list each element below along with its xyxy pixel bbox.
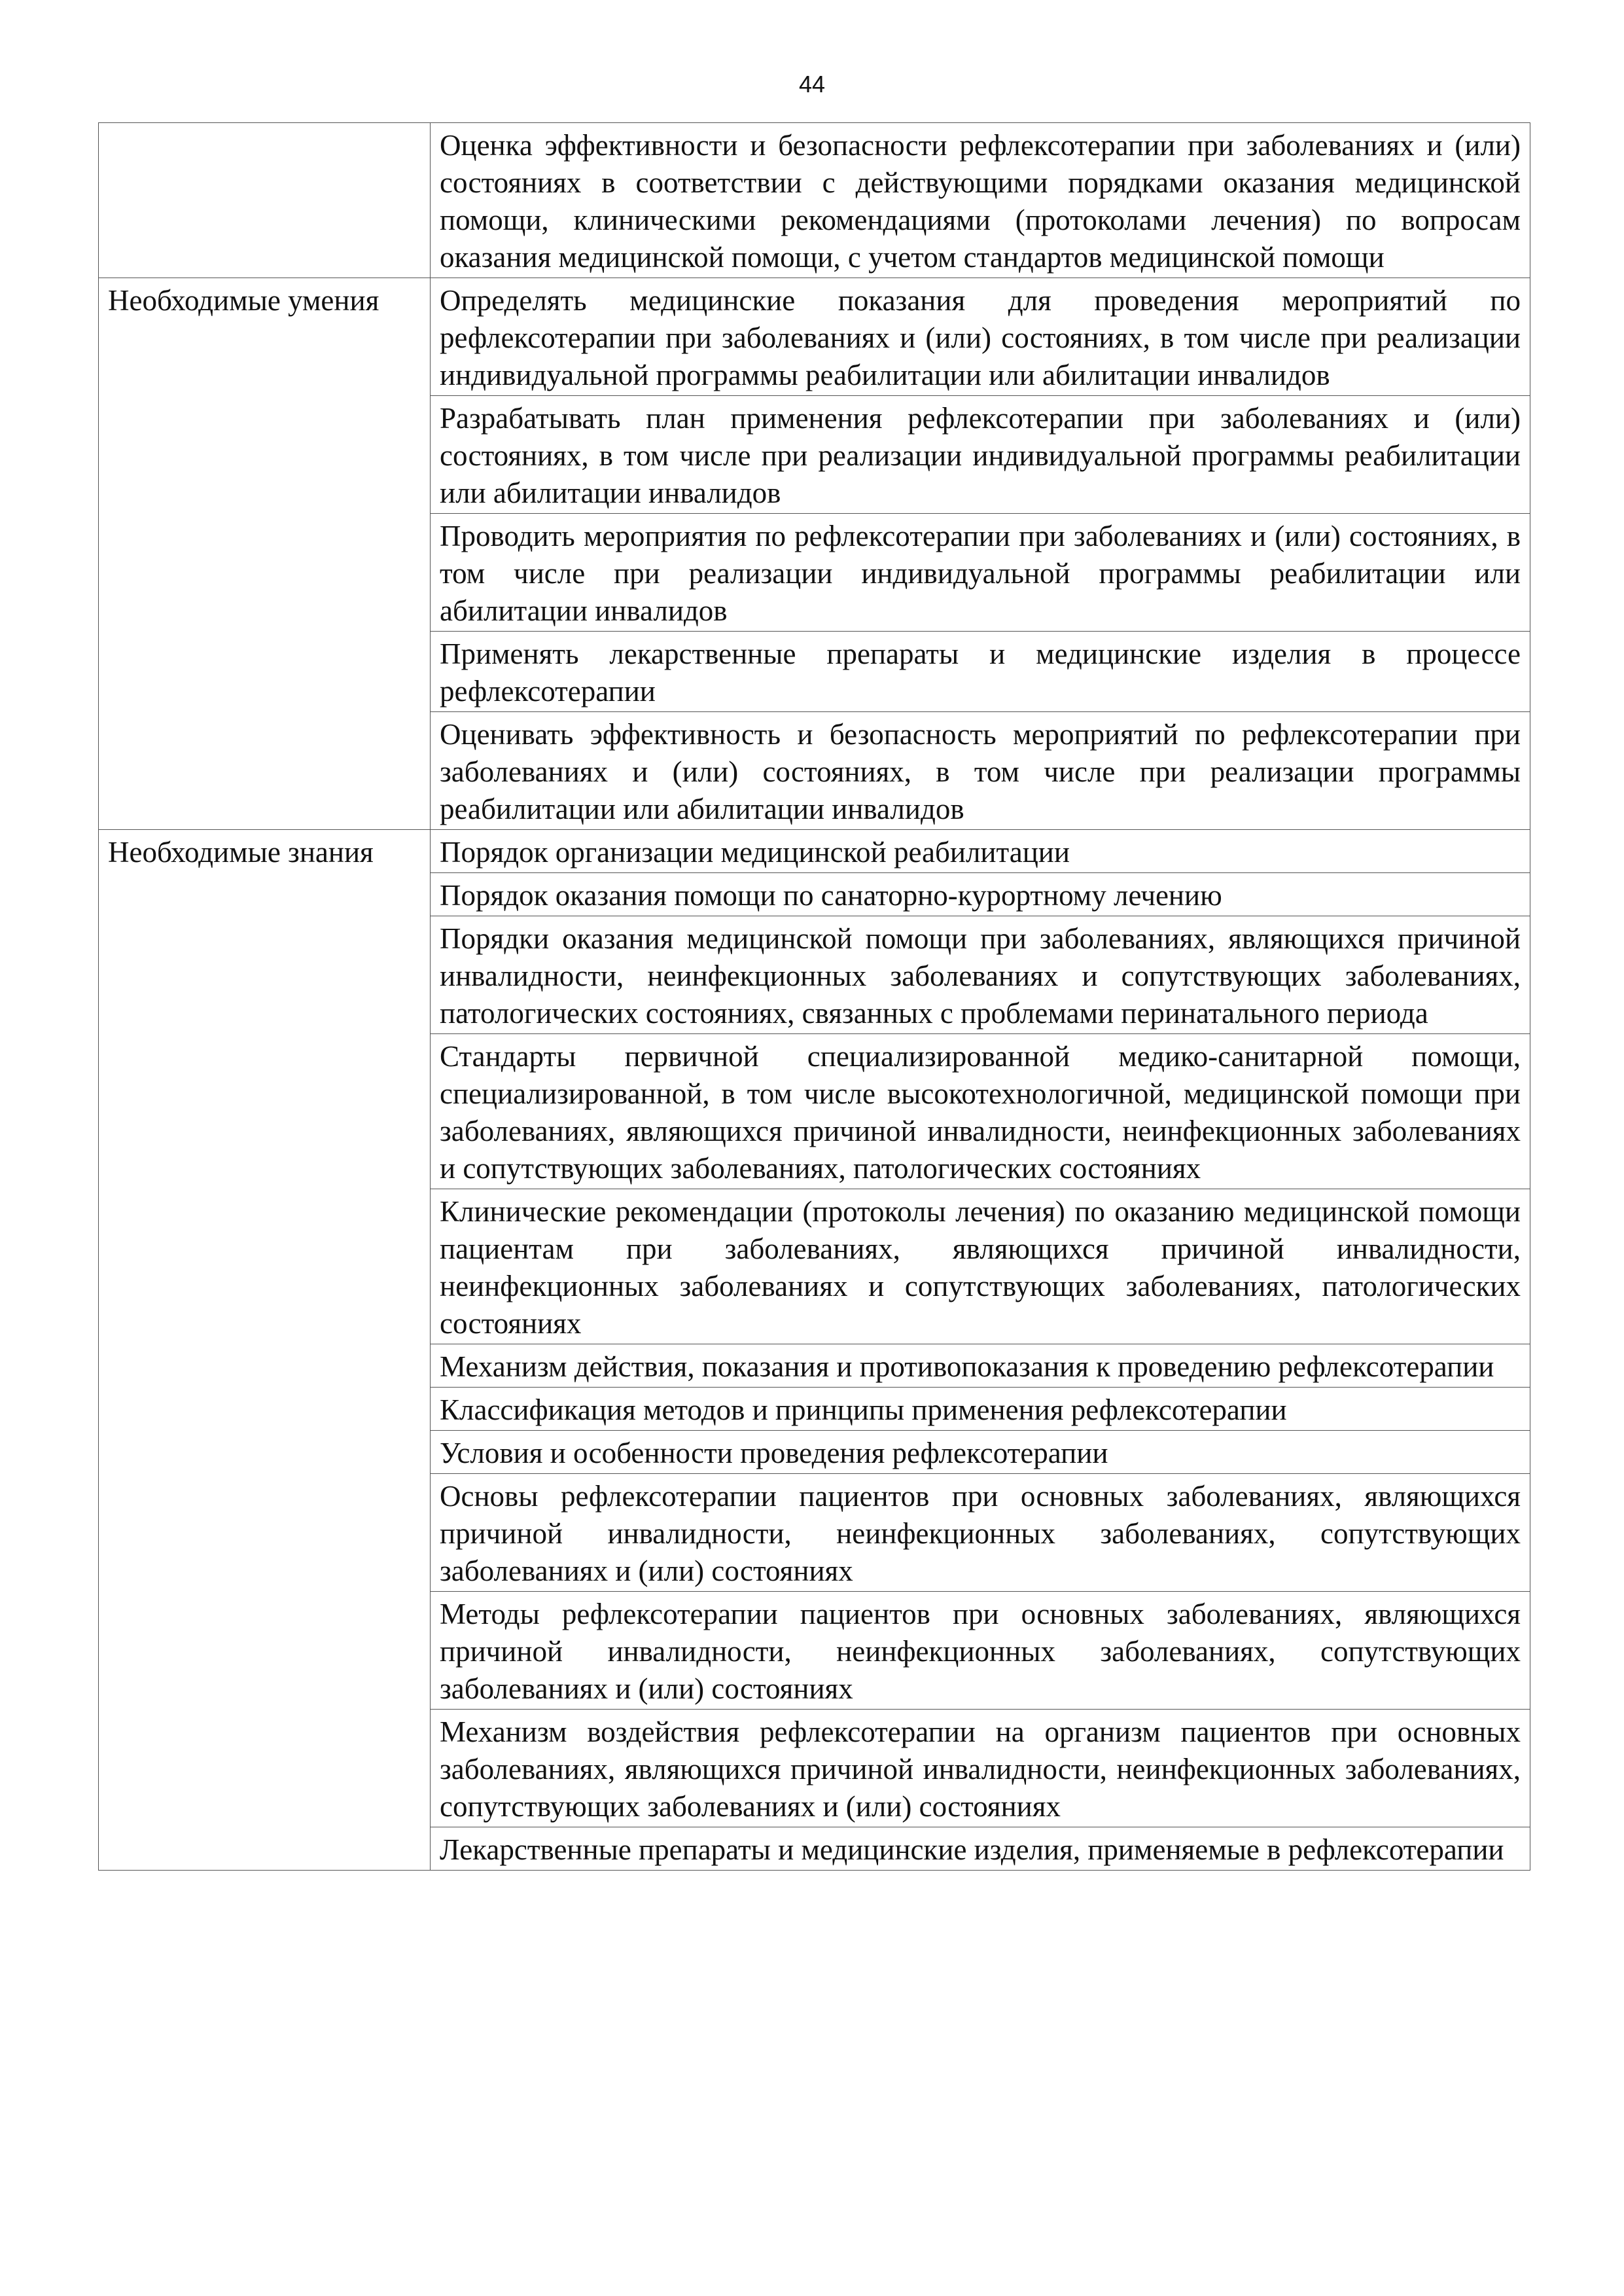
table-cell: Разрабатывать план применения рефлексотерапии при заболеваниях и (или) состояниях, в том числе при реализации индивидуальной программы реабилитации или абилитации инвалидов bbox=[431, 396, 1530, 514]
page-number: 44 bbox=[798, 71, 826, 98]
table-cell: Клинические рекомендации (протоколы лечения) по оказанию медицинской помощи пациентам при заболеваниях, являющихся причиной инвалидности, неинфекционных заболеваниях и сопутствующих заболеваниях, патологических состояниях bbox=[431, 1189, 1530, 1344]
knowledge-label: Необходимые знания bbox=[99, 830, 431, 1871]
requirements-table bbox=[98, 122, 1530, 1871]
skills-label: Необходимые умения bbox=[99, 278, 431, 830]
table-cell: Классификация методов и принципы применения рефлексотерапии bbox=[431, 1388, 1530, 1431]
table-cell: Стандарты первичной специализированной медико-санитарной помощи, специализированной, в том числе высокотехнологичной, медицинской помощи при заболеваниях, являющихся причиной инвалидности, неинфекционных заболеваниях и сопутствующих заболеваниях, патологических состояниях bbox=[431, 1034, 1530, 1189]
table-cell: Основы рефлексотерапии пациентов при основных заболеваниях, являющихся причиной инвалидности, неинфекционных заболеваниях, сопутствующих заболеваниях и (или) состояниях bbox=[431, 1474, 1530, 1592]
table-row bbox=[99, 123, 1530, 278]
table-row bbox=[99, 278, 1530, 396]
table-cell: Оценивать эффективность и безопасность мероприятий по рефлексотерапии при заболеваниях и (или) состояниях, в том числе при реализации программы реабилитации или абилитации инвалидов bbox=[431, 712, 1530, 830]
table-cell: Определять медицинские показания для проведения мероприятий по рефлексотерапии при заболеваниях и (или) состояниях, в том числе при реализации индивидуальной программы реабилитации или абилитации инвалидов bbox=[431, 278, 1530, 396]
table-cell: Порядок оказания помощи по санаторно-курортному лечению bbox=[431, 873, 1530, 916]
table-cell: Методы рефлексотерапии пациентов при основных заболеваниях, являющихся причиной инвалидности, неинфекционных заболеваниях, сопутствующих заболеваниях и (или) состояниях bbox=[431, 1592, 1530, 1710]
table-cell: Условия и особенности проведения рефлексотерапии bbox=[431, 1431, 1530, 1474]
table-cell: Механизм воздействия рефлексотерапии на организм пациентов при основных заболеваниях, являющихся причиной инвалидности, неинфекционных заболеваниях, сопутствующих заболеваниях и (или) состояниях bbox=[431, 1710, 1530, 1827]
table-cell: Механизм действия, показания и противопоказания к проведению рефлексотерапии bbox=[431, 1344, 1530, 1388]
empty-label-cell bbox=[99, 123, 431, 278]
table-row bbox=[99, 830, 1530, 873]
table-cell: Порядок организации медицинской реабилитации bbox=[431, 830, 1530, 873]
table-cell: Порядки оказания медицинской помощи при заболеваниях, являющихся причиной инвалидности, неинфекционных заболеваниях и сопутствующих заболеваниях, патологических состояниях, связанных с проблемами перинатального периода bbox=[431, 916, 1530, 1034]
table-cell: Применять лекарственные препараты и медицинские изделия в процессе рефлексотерапии bbox=[431, 632, 1530, 712]
table-cell: Оценка эффективности и безопасности рефлексотерапии при заболеваниях и (или) состояниях в соответствии с действующими порядками оказания медицинской помощи, клиническими рекомендациями (протоколами лечения) по вопросам оказания медицинской помощи, с учетом стандартов медицинской помощи bbox=[431, 123, 1530, 278]
table-cell: Проводить мероприятия по рефлексотерапии при заболеваниях и (или) состояниях, в том числе при реализации индивидуальной программы реабилитации или абилитации инвалидов bbox=[431, 514, 1530, 632]
table-cell: Лекарственные препараты и медицинские изделия, применяемые в рефлексотерапии bbox=[431, 1827, 1530, 1871]
